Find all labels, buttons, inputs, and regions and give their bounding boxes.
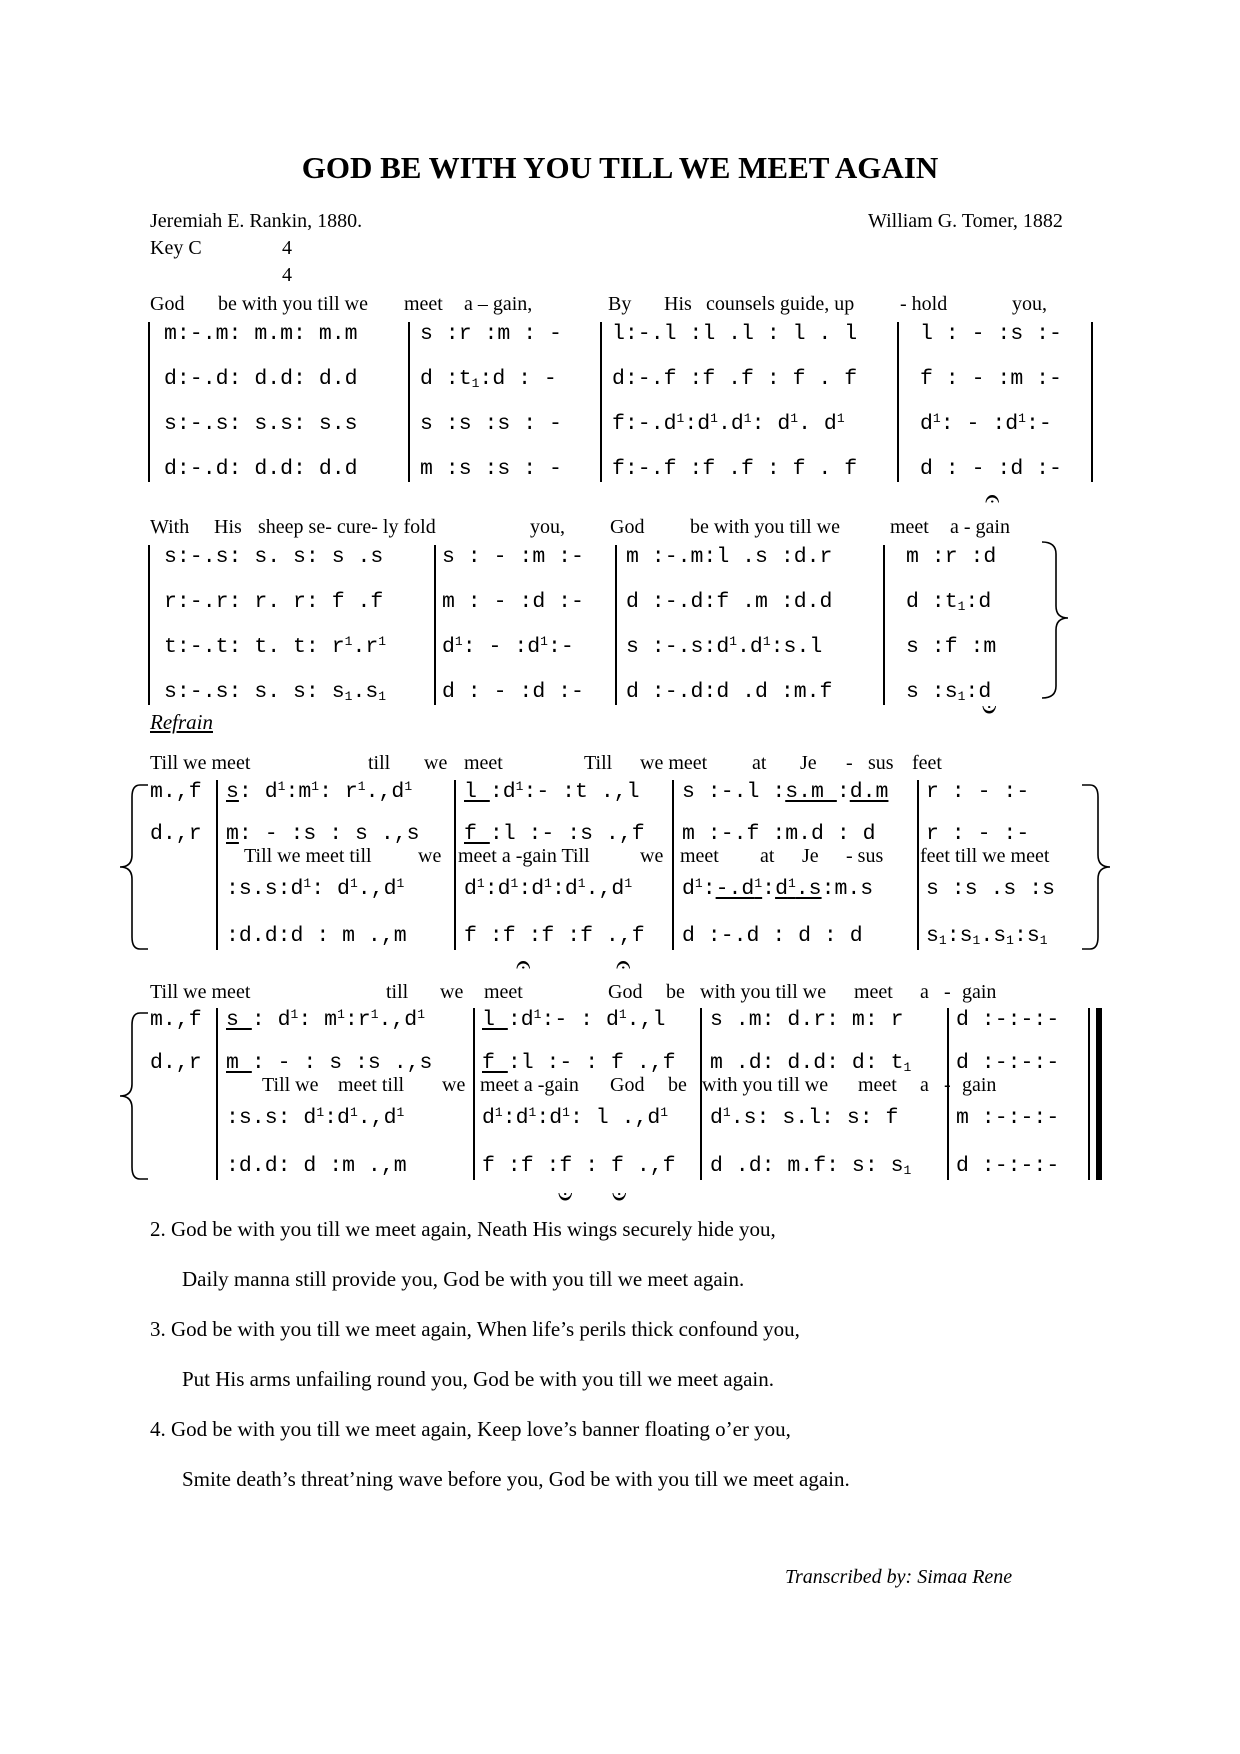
inner-lyric: be: [668, 1074, 687, 1096]
tenor-measure: t:-.t: t. t: $r^1.r^1$: [164, 634, 387, 659]
lyric-word: Je: [800, 752, 817, 774]
time-signature-bottom: 4: [282, 264, 292, 286]
fermata-icon: 𝄐: [616, 950, 631, 979]
bass-measure: s $:s_1:d$: [906, 680, 992, 704]
tenor-measure: :s.s: $d^1:d^1.,d^1$: [226, 1105, 405, 1130]
inner-lyric: Till we: [262, 1074, 319, 1096]
soprano-measure: l:-.l :l .l : l . l: [612, 322, 858, 346]
lyric-word: till: [368, 752, 391, 774]
lyric-word: feet: [912, 752, 942, 774]
lyric-word: you,: [530, 516, 565, 538]
lyric-word: a - gain: [950, 516, 1010, 538]
refrain-label: Refrain: [150, 710, 213, 734]
alto-pickup: d.,r: [150, 822, 202, 846]
bass-measure: $s_1:s_1.s_1:s_1$: [926, 924, 1048, 948]
inner-lyric: meet a -gain: [480, 1074, 579, 1096]
right-brace-icon: [1080, 783, 1120, 951]
tenor-measure: $d^1.s$: s.l: s: f: [710, 1105, 899, 1130]
bass-measure: d .d: m.f: s: $s_1$: [710, 1154, 912, 1178]
soprano-measure: r : - :-: [926, 780, 1030, 804]
lyric-word: we meet: [640, 752, 708, 774]
lyric-word: be with you till we: [218, 293, 368, 315]
inner-lyric: at: [760, 845, 775, 867]
soprano-measure: s:-.s: s. s: s .s: [164, 545, 384, 569]
key-signature: Key C: [150, 237, 202, 259]
lyric-word: with you till we: [700, 981, 827, 1003]
left-brace-icon: [118, 1011, 152, 1181]
alto-measure: m :-.f :m.d : d: [682, 822, 876, 846]
bass-measure: :d.d: d :m .,m: [226, 1154, 407, 1178]
lyric-word: be with you till we: [690, 516, 840, 538]
fermata-icon: 𝄐: [516, 950, 531, 979]
lyric-word: God: [150, 293, 185, 315]
alto-measure: m: - :s : s .,s: [226, 822, 420, 846]
verse-2-line-1: 2. God be with you till we meet again, Neath His wings securely hide you,: [150, 1217, 776, 1241]
soprano-measure: m:-.m: m.m: m.m: [164, 322, 358, 346]
alto-measure: r:-.r: r. r: f .f: [164, 590, 384, 614]
alto-measure: d :-.d:f .m :d.d: [626, 590, 833, 614]
final-barline: [1096, 1008, 1102, 1180]
composer: William G. Tomer, 1882: [868, 210, 1063, 232]
bass-measure: d :-:-:-: [956, 1154, 1060, 1178]
barline: [408, 322, 410, 482]
barline: [1091, 322, 1093, 482]
lyric-word: we: [440, 981, 464, 1003]
lyric-word: His: [214, 516, 242, 538]
bass-measure: d : - :d :-: [442, 680, 584, 704]
inner-lyric: gain: [962, 1074, 997, 1096]
inner-lyric: Je: [802, 845, 819, 867]
bass-measure: s:-.s: s. s: $s_1.s_1$: [164, 680, 387, 704]
barline: [434, 545, 436, 705]
tenor-measure: m :-:-:-: [956, 1106, 1060, 1130]
bass-measure: f :f :f :f .,f: [464, 924, 645, 948]
inner-lyric: we: [418, 845, 442, 867]
barline: [615, 545, 617, 705]
inner-lyric: God: [610, 1074, 645, 1096]
soprano-measure: l : - :s :-: [920, 322, 1062, 346]
barline: [473, 1008, 475, 1180]
alto-measure: m .d: d.d: d: $t_1$: [710, 1051, 912, 1075]
soprano-measure: s .m: d.r: m: r: [710, 1008, 904, 1032]
lyric-word: meet: [464, 752, 503, 774]
inner-lyric: meet a -gain Till: [458, 845, 590, 867]
lyric-word: -: [944, 981, 951, 1003]
soprano-measure: l $:d^1:-$ : $d^1.,l$: [482, 1007, 666, 1032]
lyric-word: -: [846, 752, 853, 774]
lyric-word: at: [752, 752, 767, 774]
inner-lyric: we: [640, 845, 664, 867]
alto-measure: d $:t_1:d$: [906, 590, 992, 614]
fermata-below-icon: 𝄑: [612, 1182, 627, 1211]
lyric-word: gain: [962, 981, 997, 1003]
soprano-measure: d :-:-:-: [956, 1008, 1060, 1032]
lyric-word: we: [424, 752, 448, 774]
bass-measure: m :s :s : -: [420, 457, 562, 481]
inner-lyric: -: [944, 1074, 951, 1096]
lyric-word: meet: [484, 981, 523, 1003]
tenor-measure: $d^1$: - $:d^1:-$: [442, 634, 574, 659]
double-barline: [1088, 1008, 1090, 1180]
alto-measure: f : - :m :-: [920, 367, 1062, 391]
hymn-title: GOD BE WITH YOU TILL WE MEET AGAIN: [301, 150, 939, 185]
alto-measure: m : - : s :s .,s: [226, 1051, 433, 1075]
inner-lyric: meet: [680, 845, 719, 867]
tenor-measure: $:s.s:d^1$: $d^1.,d^1$: [226, 876, 405, 901]
alto-measure: d :-:-:-: [956, 1051, 1060, 1075]
inner-lyric: with you till we: [702, 1074, 829, 1096]
lyric-word: By: [608, 293, 632, 315]
verse-4-line-1: 4. God be with you till we meet again, Keep love’s banner floating o’er you,: [150, 1417, 791, 1441]
tenor-measure: s :f :m: [906, 635, 997, 659]
bass-measure: d :-.d:d .d :m.f: [626, 680, 833, 704]
barline: [883, 545, 885, 705]
soprano-measure: s :r :m : -: [420, 322, 562, 346]
lyric-word: counsels guide, up: [706, 293, 855, 315]
alto-measure: d $:t_1:d$ : -: [420, 367, 557, 391]
inner-lyric: we: [442, 1074, 466, 1096]
bass-measure: :d.d:d : m .,m: [226, 924, 407, 948]
alto-measure: f :l :- :s .,f: [464, 822, 645, 846]
inner-lyric: - sus: [846, 845, 884, 867]
transcriber-credit: Transcribed by: Simaa Rene: [785, 1566, 1013, 1588]
lyric-word: Till we meet: [150, 981, 251, 1003]
lyric-word: a – gain,: [464, 293, 533, 315]
tenor-measure: s :s :s : -: [420, 412, 562, 436]
lyric-word: God: [608, 981, 643, 1003]
tenor-measure: $d^1:d^1:d^1:d^1.,d^1$: [464, 876, 633, 901]
time-signature-top: 4: [282, 237, 292, 259]
barline: [600, 322, 602, 482]
verse-2-line-2: Daily manna still provide you, God be with you till we meet again.: [182, 1267, 745, 1291]
barline: [216, 780, 218, 950]
fermata-below-icon: 𝄑: [982, 695, 997, 724]
alto-measure: d:-.d: d.d: d.d: [164, 367, 358, 391]
tenor-measure: s $:-.s:d^1.d^1:s.l$: [626, 634, 823, 659]
lyric-word: Till we meet: [150, 752, 251, 774]
alto-measure: m : - :d :-: [442, 590, 584, 614]
soprano-pickup: m.,f: [150, 1008, 202, 1032]
soprano-measure: s : $d^1$: $m^1:r^1.,d^1$: [226, 1007, 426, 1032]
bass-measure: f:-.f :f .f : f . f: [612, 457, 858, 481]
bass-measure: d:-.d: d.d: d.d: [164, 457, 358, 481]
bass-measure: d :-.d : d : d: [682, 924, 863, 948]
soprano-pickup: m.,f: [150, 780, 202, 804]
barline: [672, 780, 674, 950]
tenor-measure: $d^1$: - $:d^1:-$: [920, 411, 1052, 436]
fermata-icon: 𝄐: [985, 484, 1000, 513]
lyric-word: - hold: [900, 293, 948, 315]
tenor-measure: $d^1:d^1:d^1$: l $.,d^1$: [482, 1105, 669, 1130]
tenor-measure: s:-.s: s.s: s.s: [164, 412, 358, 436]
lyric-word: His: [664, 293, 692, 315]
left-brace-icon: [118, 783, 152, 951]
lyric-word: meet: [890, 516, 929, 538]
right-brace-icon: [1040, 540, 1080, 700]
bass-measure: d : - :d :-: [920, 457, 1062, 481]
bass-measure: f :f :f : f .,f: [482, 1154, 676, 1178]
barline: [897, 322, 899, 482]
verse-4-line-2: Smite death’s threat’ning wave before you, God be with you till we meet again.: [182, 1467, 850, 1491]
fermata-below-icon: 𝄑: [558, 1182, 573, 1211]
lyric-word: be: [666, 981, 685, 1003]
lyric-word: a: [920, 981, 929, 1003]
lyric-word: God: [610, 516, 645, 538]
soprano-measure: m :r :d: [906, 545, 997, 569]
soprano-measure: m :-.m:l .s :d.r: [626, 545, 833, 569]
barline: [454, 780, 456, 950]
lyric-word: sus: [868, 752, 894, 774]
soprano-measure: s : - :m :-: [442, 545, 584, 569]
inner-lyric: a: [920, 1074, 929, 1096]
soprano-measure: l $:d^1:-$ :t .,l: [464, 779, 640, 804]
lyricist: Jeremiah E. Rankin, 1880.: [150, 210, 363, 232]
barline: [216, 1008, 218, 1180]
soprano-measure: s :-.l :s.m :d.m: [682, 780, 889, 804]
alto-measure: f :l :- : f .,f: [482, 1051, 676, 1075]
alto-pickup: d.,r: [150, 1051, 202, 1075]
inner-lyric: feet till we meet: [920, 845, 1050, 867]
tenor-measure: $d^1:-.d^1:d^1.s:m.s$: [682, 876, 874, 901]
lyric-word: With: [150, 516, 190, 538]
tenor-measure: $f:-.d^1:d^1.d^1$: $d^1$. $d^1$: [612, 411, 845, 436]
alto-measure: r : - :-: [926, 822, 1030, 846]
inner-lyric: Till we meet till: [244, 845, 372, 867]
barline: [917, 780, 919, 950]
barline: [148, 322, 150, 482]
lyric-word: you,: [1012, 293, 1047, 315]
inner-lyric: meet till: [338, 1074, 405, 1096]
lyric-word: meet: [404, 293, 443, 315]
lyric-word: Till: [584, 752, 613, 774]
inner-lyric: meet: [858, 1074, 897, 1096]
alto-measure: d:-.f :f .f : f . f: [612, 367, 858, 391]
verse-3-line-2: Put His arms unfailing round you, God be with you till we meet again.: [182, 1367, 774, 1391]
tenor-measure: s :s .s :s: [926, 877, 1056, 901]
lyric-word: meet: [854, 981, 893, 1003]
verse-3-line-1: 3. God be with you till we meet again, When life’s perils thick confound you,: [150, 1317, 800, 1341]
lyric-word: till: [386, 981, 409, 1003]
soprano-measure: s: $d^1:m^1$: $r^1.,d^1$: [226, 779, 413, 804]
barline: [148, 545, 150, 705]
lyric-word: sheep se- cure- ly fold: [258, 516, 436, 538]
